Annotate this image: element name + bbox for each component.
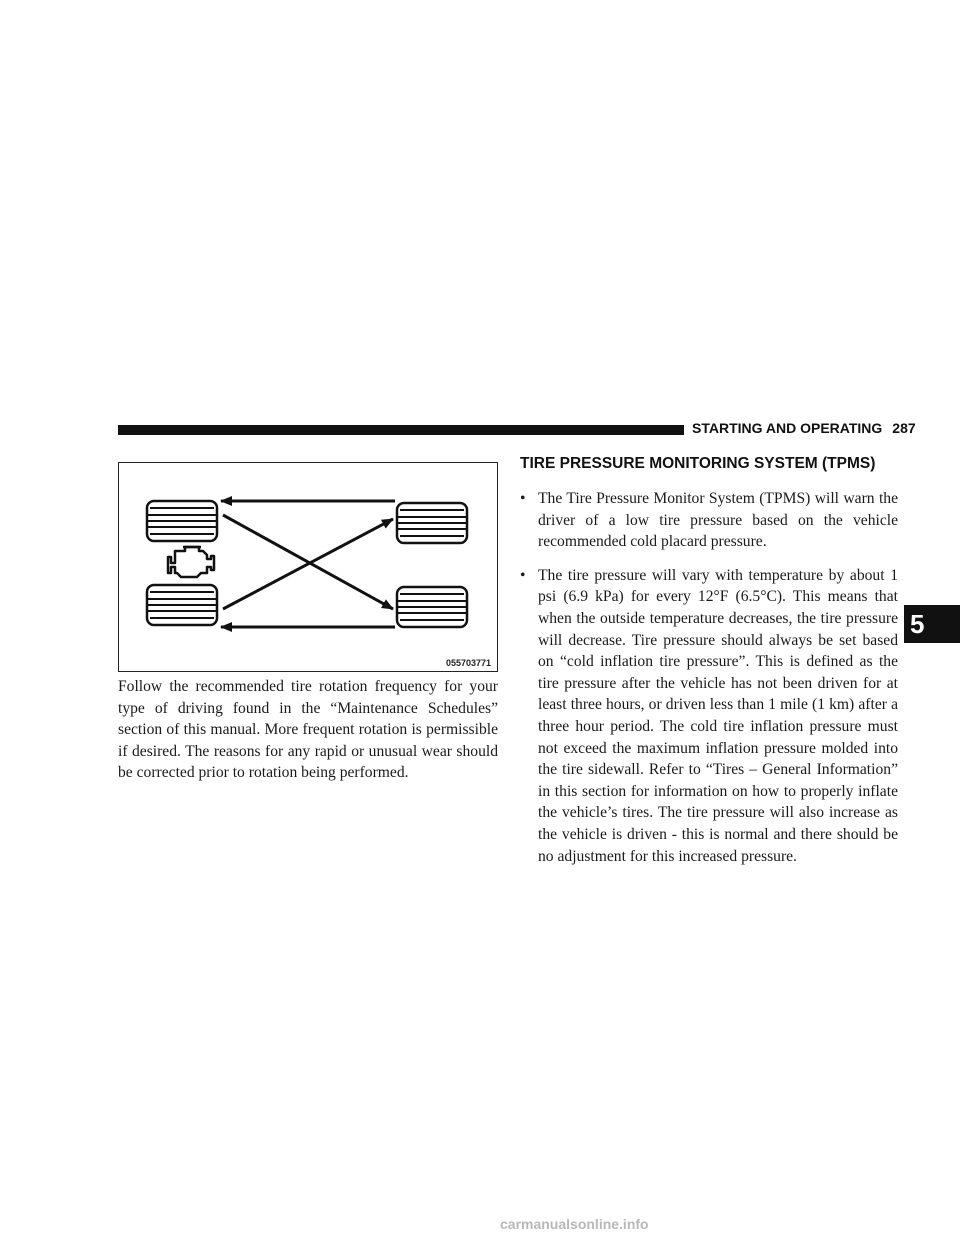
bullet-text: The Tire Pressure Monitor System (TPMS) will warn the driver of a low tire pressure based on the vehicle recommended cold placard pressure. xyxy=(538,490,898,551)
tire-icon xyxy=(147,585,217,625)
rotation-paragraph: Follow the recommended tire rotation frequency for your type of driving found in the “Maintenance Schedules” section of this manual. More frequent rotation is permissible if desired. The reasons for any rapid or unusual wear should be corrected prior to rotation being performed. xyxy=(118,678,498,782)
bullet-text: The tire pressure will vary with temperature by about 1 psi (6.9 kPa) for every 12°F (6.5°C). This means that when the outside temperature decreases, the tire pressure will decrease. Tire pressure should always be set based on “cold inflation tire pressure”. This is defined as the tire pressure after the vehicle has not been driven for at least three hours, or driven less than 1 mile (1 km) after a three hour period. The cold tire inflation pressure must not exceed the maximum inflation pressure molded into the tire sidewall. Refer to “Tires – General Information” in this section for information on how to properly inflate the vehicle’s tires. The tire pressure will also increase as the vehicle is driven - this is normal and there should be no adjustment for this increased pressure. xyxy=(538,566,898,865)
header-rule xyxy=(118,425,684,435)
tire-icon xyxy=(147,501,217,541)
page-number: 287 xyxy=(892,420,916,436)
tire-icon xyxy=(397,587,467,627)
header-section-title: STARTING AND OPERATING xyxy=(692,420,883,436)
check-engine-icon xyxy=(168,547,214,577)
tire-rotation-figure xyxy=(118,462,498,672)
running-header xyxy=(692,420,916,436)
watermark-text: carmanualsonline.info xyxy=(500,1216,649,1232)
tire-icon xyxy=(397,503,467,543)
list-item xyxy=(520,488,898,553)
list-item xyxy=(520,565,898,867)
tire-rotation-diagram xyxy=(119,463,499,673)
bullet-icon: • xyxy=(520,566,526,584)
section-title: TIRE PRESSURE MONITORING SYSTEM (TPMS) xyxy=(520,455,876,472)
chapter-tab: 5 xyxy=(904,605,960,643)
bullet-icon: • xyxy=(520,490,526,507)
figure-id: 055703771 xyxy=(445,658,491,668)
tpms-bullet-list xyxy=(520,488,898,879)
